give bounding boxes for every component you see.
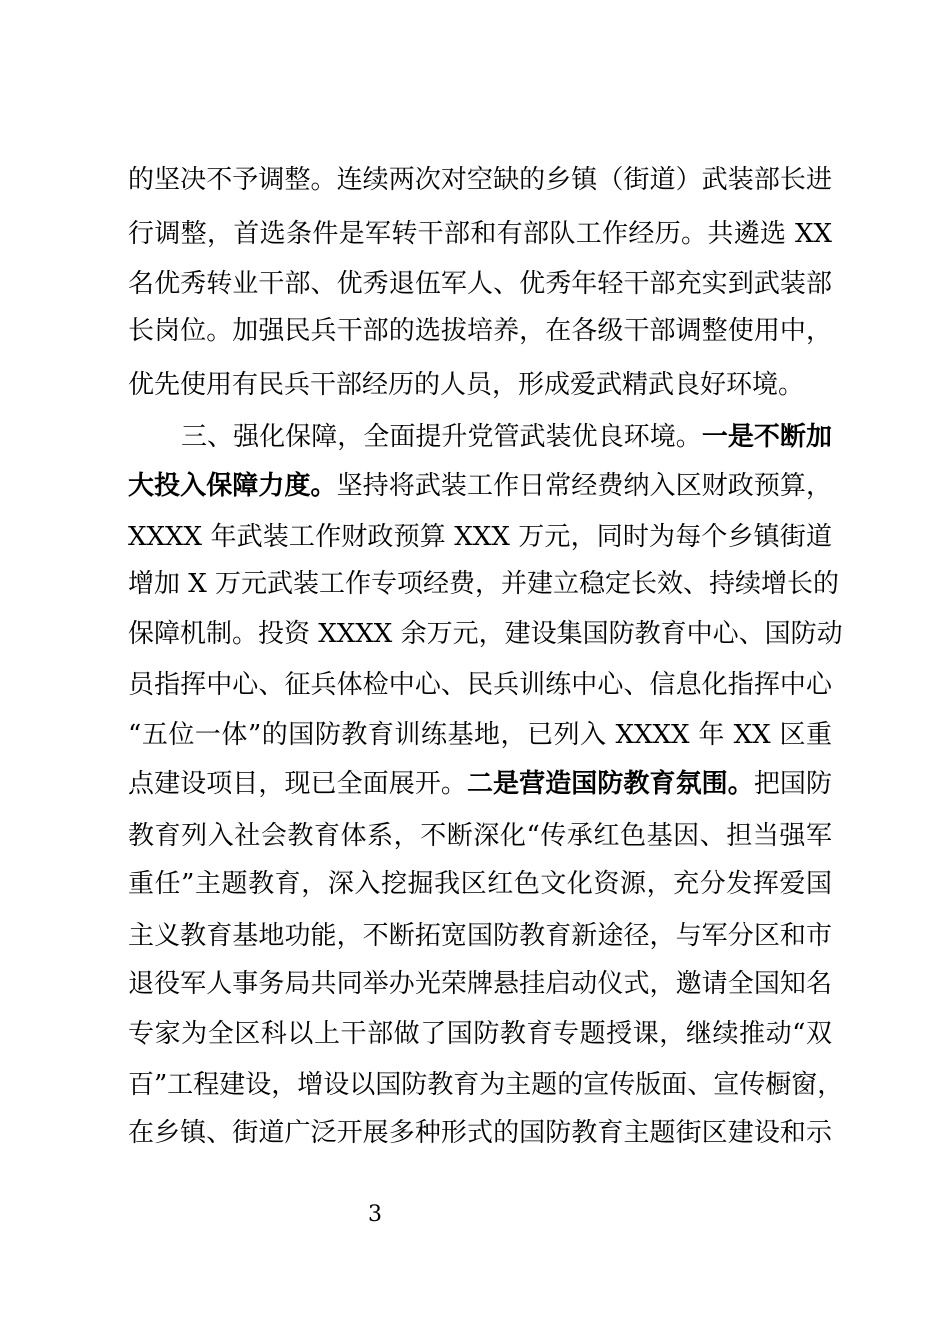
text-line <box>181 414 832 460</box>
text-segment: 保障机制。投资 XXXX 余万元，建设集国防教育中心、国防动 <box>128 619 843 649</box>
text-line <box>128 157 832 203</box>
text-segment: 三、强化保障，全面提升党管武装优良环境。 <box>181 422 702 452</box>
text-segment: 主义教育基地功能，不断拓宽国防教育新途径，与军分区和市 <box>128 921 832 951</box>
text-line <box>128 611 843 657</box>
text-segment: XXXX 年武装工作财政预算 XXX 万元，同时为每个乡镇街道 <box>128 522 832 552</box>
text-segment: 百”工程建设，增设以国防教育为主题的宣传版面、宣传橱窗， <box>128 1070 844 1100</box>
text-segment: 重任”主题教育，深入挖掘我区红色文化资源，充分发挥爱国 <box>128 869 832 899</box>
text-line <box>128 362 832 408</box>
text-segment: 点建设项目，现已全面展开。 <box>128 769 467 799</box>
text-line <box>128 261 832 307</box>
bold-text-segment: 一是不断加 <box>701 422 832 452</box>
text-line <box>128 463 832 509</box>
text-line <box>128 813 832 859</box>
text-line <box>128 712 832 758</box>
bold-text-segment: 大投入保障力度。 <box>128 471 337 501</box>
text-segment: 增加 X 万元武装工作专项经费，并建立稳定长效、持续增长的 <box>128 569 840 599</box>
text-segment: 名优秀转业干部、优秀退伍军人、优秀年轻干部充实到武装部 <box>128 269 832 299</box>
text-line <box>128 662 832 708</box>
bold-text-segment: 二是营造国防教育氛围。 <box>466 769 754 799</box>
text-segment: 在乡镇、街道广泛开展多种形式的国防教育主题街区建设和示 <box>128 1118 832 1148</box>
text-line <box>128 1011 832 1057</box>
text-line <box>128 211 832 257</box>
text-segment: 把国防 <box>753 769 832 799</box>
text-segment: 专家为全区科以上干部做了国防教育专题授课，继续推动“双 <box>128 1019 832 1049</box>
text-line <box>128 514 832 560</box>
text-segment: 员指挥中心、征兵体检中心、民兵训练中心、信息化指挥中心 <box>128 670 832 700</box>
text-line <box>128 861 832 907</box>
text-segment: 坚持将武装工作日常经费纳入区财政预算， <box>336 471 832 501</box>
text-line <box>128 308 832 354</box>
text-line <box>128 1110 832 1156</box>
text-segment: “五位一体”的国防教育训练基地，已列入 XXXX 年 XX 区重 <box>128 720 832 750</box>
text-segment: 行调整，首选条件是军转干部和有部队工作经历。共遴选 XX <box>128 219 832 249</box>
text-segment: 长岗位。加强民兵干部的选拔培养，在各级干部调整使用中， <box>128 316 832 346</box>
text-line <box>128 1062 844 1108</box>
text-line <box>128 561 840 607</box>
text-segment: 教育列入社会教育体系，不断深化“传承红色基因、担当强军 <box>128 821 832 851</box>
page-number: 3 <box>368 1202 382 1227</box>
text-line <box>128 913 832 959</box>
text-segment: 退役军人事务局共同举办光荣牌悬挂启动仪式，邀请全国知名 <box>128 969 832 999</box>
text-line <box>128 961 832 1007</box>
text-segment: 的坚决不予调整。连续两次对空缺的乡镇（街道）武装部长进 <box>128 165 832 195</box>
text-segment: 优先使用有民兵干部经历的人员，形成爱武精武良好环境。 <box>128 370 805 400</box>
text-line <box>128 761 832 807</box>
